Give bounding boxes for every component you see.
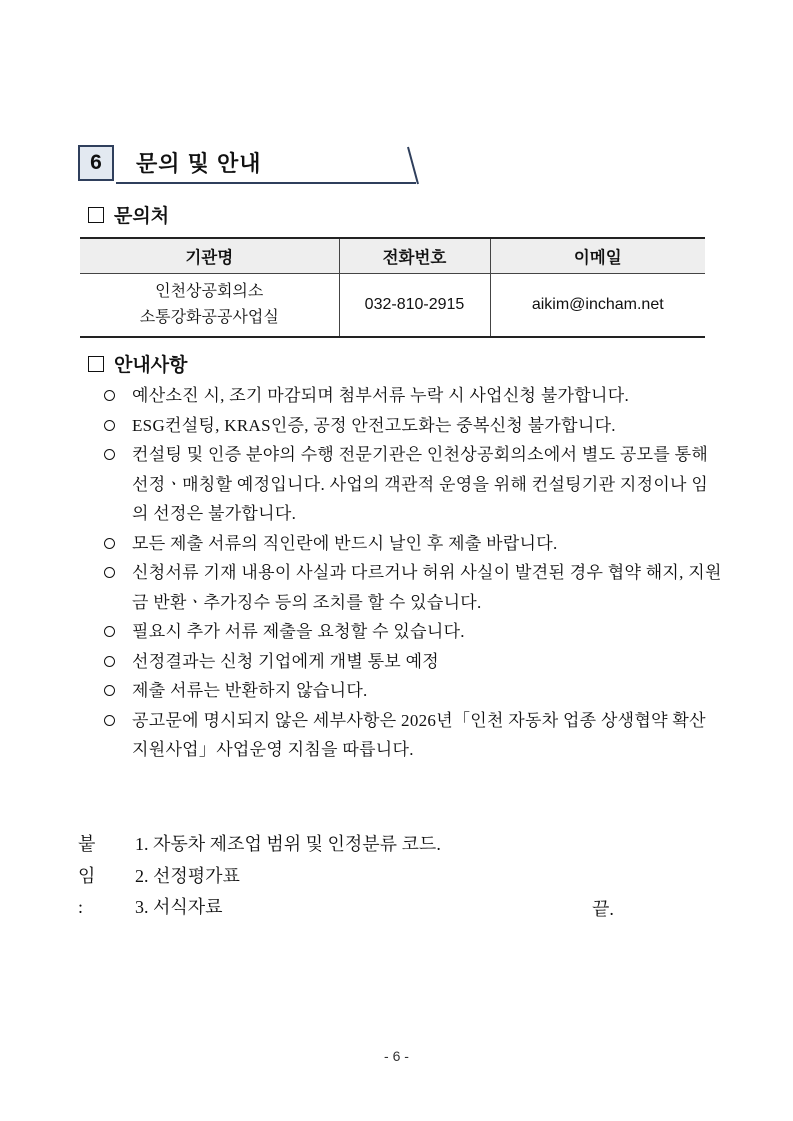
list-item xyxy=(104,706,724,765)
notices-list xyxy=(104,381,724,765)
circle-bullet-icon xyxy=(104,538,115,549)
notice-text: 공고문에 명시되지 않은 세부사항은 2026년「인천 자동차 업종 상생협약 확산 지원사업」사업운영 지침을 따릅니다. xyxy=(132,710,706,759)
list-item xyxy=(104,617,724,647)
notice-text: 신청서류 기재 내용이 사실과 다르거나 허위 사실이 발견된 경우 협약 해지, 지원금 반환ㆍ추가징수 등의 조치를 할 수 있습니다. xyxy=(132,563,722,612)
table-header-row xyxy=(80,238,705,274)
list-item xyxy=(104,440,724,529)
list-item xyxy=(104,676,724,706)
contact-heading xyxy=(88,201,169,228)
circle-bullet-icon xyxy=(104,390,115,401)
list-item xyxy=(104,647,724,677)
notice-text: 제출 서류는 반환하지 않습니다. xyxy=(132,681,368,700)
notice-text: 컨설팅 및 인증 분야의 수행 전문기관은 인천상공회의소에서 별도 공모를 통해 선정ㆍ매칭할 예정입니다. 사업의 객관적 운영을 위해 컨설팅기관 지정이나 임의 선정은 불가합니다. xyxy=(132,445,709,523)
checkbox-square-icon xyxy=(88,207,104,223)
org-department: 소통강화공공사업실 xyxy=(139,309,279,326)
email-cell: aikim@incham.net xyxy=(490,274,705,338)
list-item xyxy=(104,558,724,617)
section-underline xyxy=(116,182,416,184)
header-org: 기관명 xyxy=(80,238,339,274)
org-name: 인천상공회의소 xyxy=(155,283,264,300)
section-title: 문의 및 안내 xyxy=(136,151,262,176)
header-phone: 전화번호 xyxy=(339,238,490,274)
circle-bullet-icon xyxy=(104,449,115,460)
section-number: 6 xyxy=(78,145,114,181)
contact-table xyxy=(80,237,705,338)
circle-bullet-icon xyxy=(104,685,115,696)
end-mark: 끝. xyxy=(592,899,614,919)
header-email: 이메일 xyxy=(490,238,705,274)
circle-bullet-icon xyxy=(104,420,115,431)
phone-cell: 032-810-2915 xyxy=(339,274,490,338)
list-item xyxy=(104,529,724,559)
list-item xyxy=(104,411,724,441)
attachments-label: 붙임 : xyxy=(78,834,96,917)
attachment-item: 2. 선정평가표 xyxy=(135,865,240,886)
notice-text: 예산소진 시, 조기 마감되며 첨부서류 누락 시 사업신청 불가합니다. xyxy=(132,386,629,405)
list-item xyxy=(104,381,724,411)
notices-heading xyxy=(88,350,187,377)
circle-bullet-icon xyxy=(104,715,115,726)
notices-heading-label: 안내사항 xyxy=(114,355,188,376)
notice-text: ESG컨설팅, KRAS인증, 공정 안전고도화는 중복신청 불가합니다. xyxy=(132,415,616,435)
notice-text: 필요시 추가 서류 제출을 요청할 수 있습니다. xyxy=(132,622,465,641)
attachment-item: 3. 서식자료 xyxy=(135,897,223,917)
attachment-item: 1. 자동차 제조업 범위 및 인정분류 코드. xyxy=(135,834,441,854)
section-header xyxy=(78,145,418,185)
table-row xyxy=(80,274,705,338)
page-number: - 6 - xyxy=(384,1048,409,1064)
contact-heading-label: 문의처 xyxy=(114,206,170,227)
circle-bullet-icon xyxy=(104,567,115,578)
notice-text: 선정결과는 신청 기업에게 개별 통보 예정 xyxy=(132,651,440,671)
circle-bullet-icon xyxy=(104,626,115,637)
checkbox-square-icon xyxy=(88,356,104,372)
circle-bullet-icon xyxy=(104,656,115,667)
notice-text: 모든 제출 서류의 직인란에 반드시 날인 후 제출 바랍니다. xyxy=(132,533,558,553)
org-cell xyxy=(80,274,339,338)
